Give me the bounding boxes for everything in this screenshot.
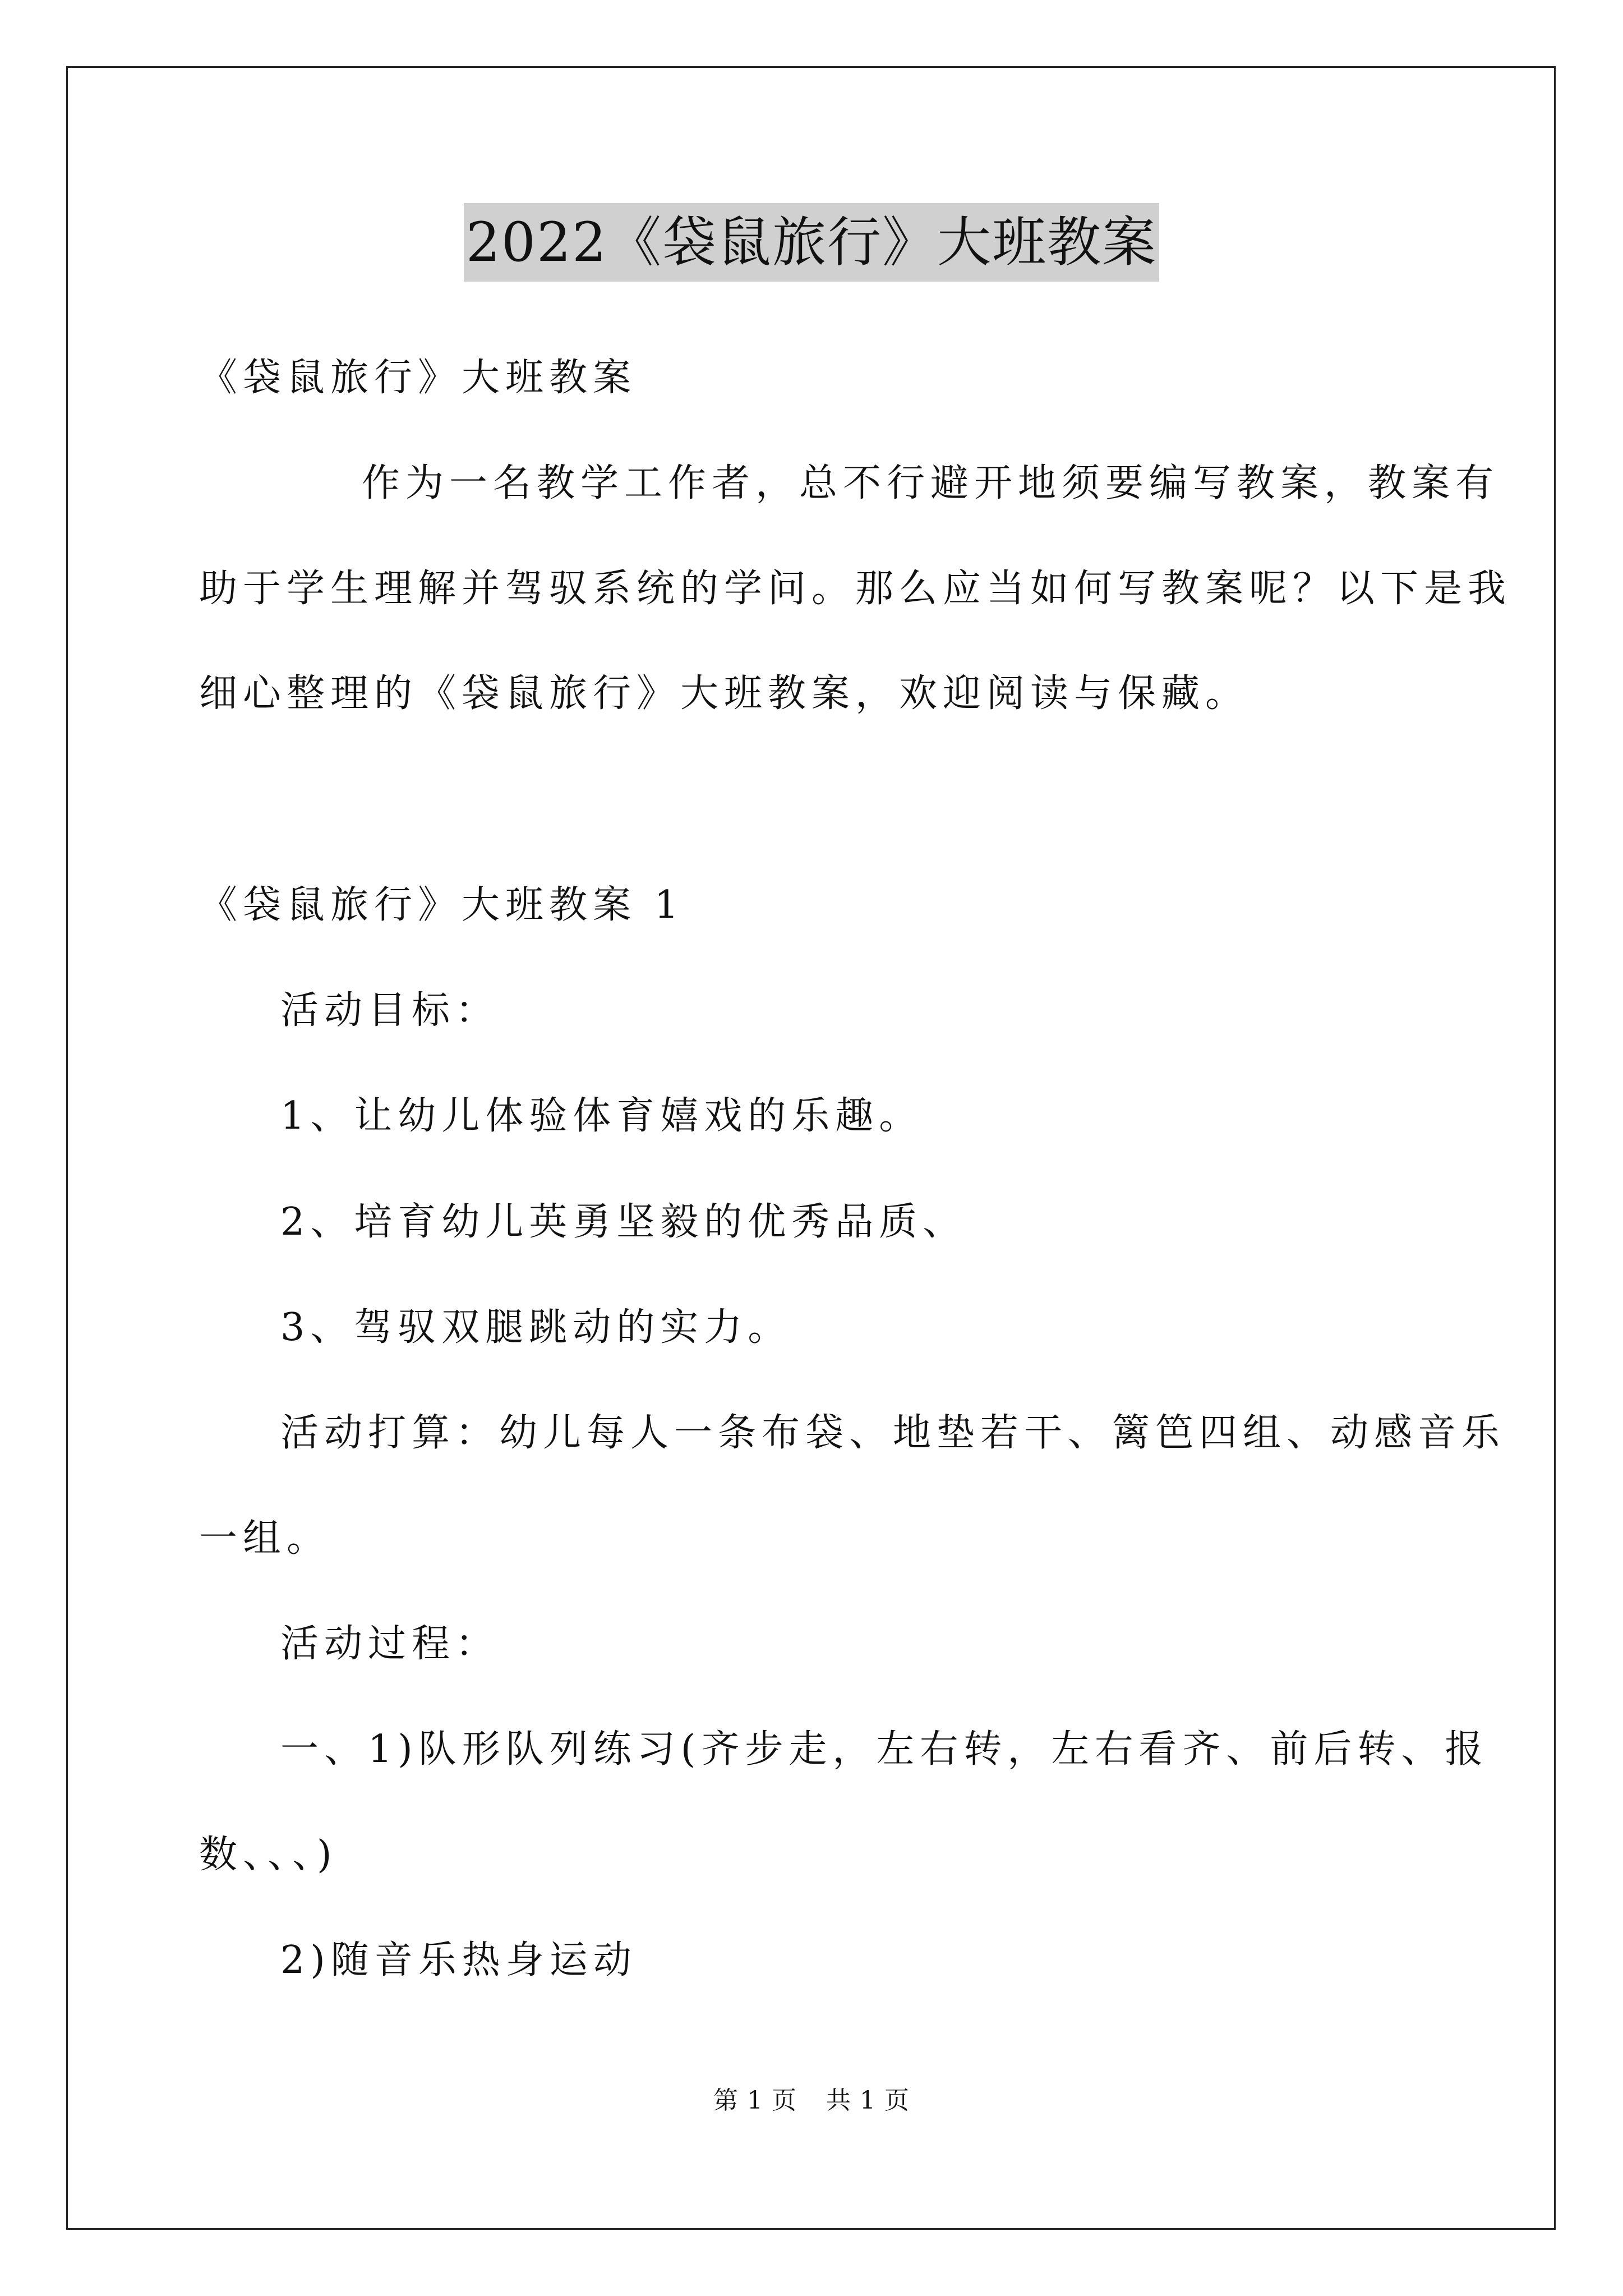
document-title-text: 2022《袋鼠旅行》大班教案 bbox=[464, 203, 1159, 282]
preparation-line-2: 一组。 bbox=[199, 1516, 331, 1561]
goal-item-1: 1、让幼儿体验体育嬉戏的乐趣。 bbox=[280, 1094, 923, 1138]
process-line-3: 2)随音乐热身运动 bbox=[280, 1938, 637, 1982]
page-number-total: 共 1 页 bbox=[826, 2086, 910, 2115]
process-line-2: 数、、、) bbox=[199, 1833, 338, 1877]
section-heading: 《袋鼠旅行》大班教案 1 bbox=[199, 883, 684, 927]
goal-item-2: 2、培育幼儿英勇坚毅的优秀品质、 bbox=[280, 1200, 967, 1244]
goal-item-3: 3、驾驭双腿跳动的实力。 bbox=[280, 1305, 792, 1350]
process-label: 活动过程： bbox=[280, 1622, 500, 1666]
intro-line-3: 细心整理的《袋鼠旅行》大班教案，欢迎阅读与保藏。 bbox=[199, 671, 1249, 716]
page-number-current: 第 1 页 bbox=[713, 2086, 797, 2115]
intro-line-2: 助于学生理解并驾驭系统的学问。那么应当如何写教案呢？以下是我 bbox=[199, 567, 1512, 611]
page-footer bbox=[0, 2084, 1623, 2118]
intro-line-1: 作为一名教学工作者，总不行避开地须要编写教案，教案有 bbox=[362, 461, 1500, 505]
document-title bbox=[0, 203, 1623, 287]
document-subtitle: 《袋鼠旅行》大班教案 bbox=[199, 356, 637, 400]
process-line-1: 一、1)队形队列练习(齐步走，左右转，左右看齐、前后转、报 bbox=[280, 1727, 1489, 1772]
preparation-line-1: 活动打算：幼儿每人一条布袋、地垫若干、篱笆四组、动感音乐 bbox=[280, 1411, 1506, 1455]
goals-label: 活动目标： bbox=[280, 988, 500, 1033]
